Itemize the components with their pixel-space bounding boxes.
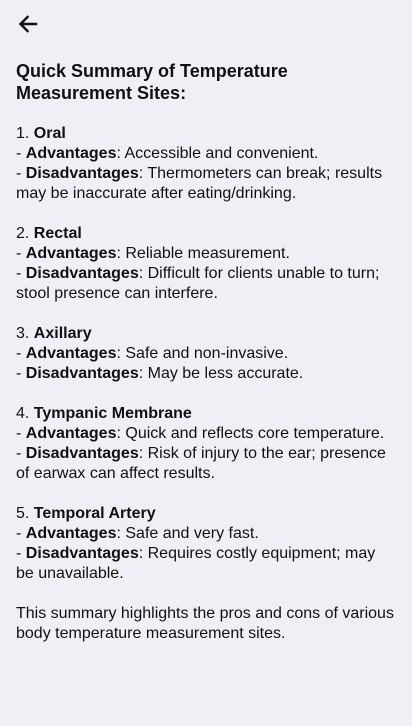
top-bar: [0, 0, 412, 48]
section-name: Rectal: [33, 225, 82, 242]
disadvantages-text: : Requires costly equipment; may be unavailable.: [16, 545, 376, 582]
disadvantages-label: Disadvantages: [25, 265, 139, 282]
section-tympanic-membrane: [16, 404, 396, 484]
advantages-label: Advantages: [25, 425, 117, 442]
section-heading: [16, 504, 396, 524]
advantages-text: : Reliable measurement.: [116, 245, 290, 262]
disadvantages-label: Disadvantages: [25, 445, 139, 462]
disadvantages-label: Disadvantages: [25, 165, 139, 182]
section-heading: [16, 324, 396, 344]
section-heading: [16, 404, 396, 424]
disadvantages-text: : Thermometers can break; results may be inaccurate after eating/drinking.: [16, 165, 383, 202]
advantages-text: : Quick and reflects core temperature.: [116, 425, 385, 442]
advantages-line: - Advantages: Accessible and convenient.: [16, 145, 319, 162]
summary-content: [16, 60, 396, 644]
section-number: 4.: [16, 405, 34, 422]
disadvantages-line: - Disadvantages: Difficult for clients unable to turn; stool presence can interfere.: [16, 265, 380, 302]
advantages-line: - Advantages: Safe and non-invasive.: [16, 345, 289, 362]
summary-footer: This summary highlights the pros and cons of various body temperature measurement sites.: [16, 605, 394, 642]
advantages-label: Advantages: [25, 145, 117, 162]
section-name: Axillary: [33, 325, 92, 342]
page-title: Quick Summary of Temperature Measurement Sites:: [16, 61, 288, 103]
section-name: Oral: [33, 125, 66, 142]
advantages-label: Advantages: [25, 525, 117, 542]
arrow-left-icon: [16, 12, 40, 36]
section-name: Tympanic Membrane: [33, 405, 192, 422]
section-temporal-artery: [16, 504, 396, 584]
advantages-text: : Safe and non-invasive.: [116, 345, 289, 362]
disadvantages-line: - Disadvantages: May be less accurate.: [16, 365, 304, 382]
disadvantages-text: : May be less accurate.: [138, 365, 304, 382]
disadvantages-text: : Difficult for clients unable to turn; stool presence can interfere.: [16, 265, 380, 302]
section-number: 2.: [16, 225, 34, 242]
section-oral: [16, 124, 396, 204]
back-button[interactable]: [12, 8, 44, 40]
advantages-line: - Advantages: Quick and reflects core temperature.: [16, 425, 385, 442]
advantages-line: - Advantages: Reliable measurement.: [16, 245, 290, 262]
section-name: Temporal Artery: [33, 505, 156, 522]
advantages-text: : Safe and very fast.: [116, 525, 259, 542]
section-axillary: [16, 324, 396, 384]
section-heading: [16, 124, 396, 144]
advantages-label: Advantages: [25, 245, 117, 262]
section-heading: [16, 224, 396, 244]
section-number: 5.: [16, 505, 34, 522]
advantages-line: - Advantages: Safe and very fast.: [16, 525, 259, 542]
section-number: 1.: [16, 125, 34, 142]
disadvantages-label: Disadvantages: [25, 365, 139, 382]
advantages-label: Advantages: [25, 345, 117, 362]
disadvantages-line: - Disadvantages: Thermometers can break; results may be inaccurate after eating/drinking.: [16, 165, 383, 202]
disadvantages-label: Disadvantages: [25, 545, 139, 562]
advantages-text: : Accessible and convenient.: [116, 145, 319, 162]
disadvantages-line: - Disadvantages: Risk of injury to the ear; presence of earwax can affect results.: [16, 445, 386, 482]
disadvantages-line: - Disadvantages: Requires costly equipment; may be unavailable.: [16, 545, 376, 582]
disadvantages-text: : Risk of injury to the ear; presence of earwax can affect results.: [16, 445, 386, 482]
section-rectal: [16, 224, 396, 304]
section-number: 3.: [16, 325, 34, 342]
